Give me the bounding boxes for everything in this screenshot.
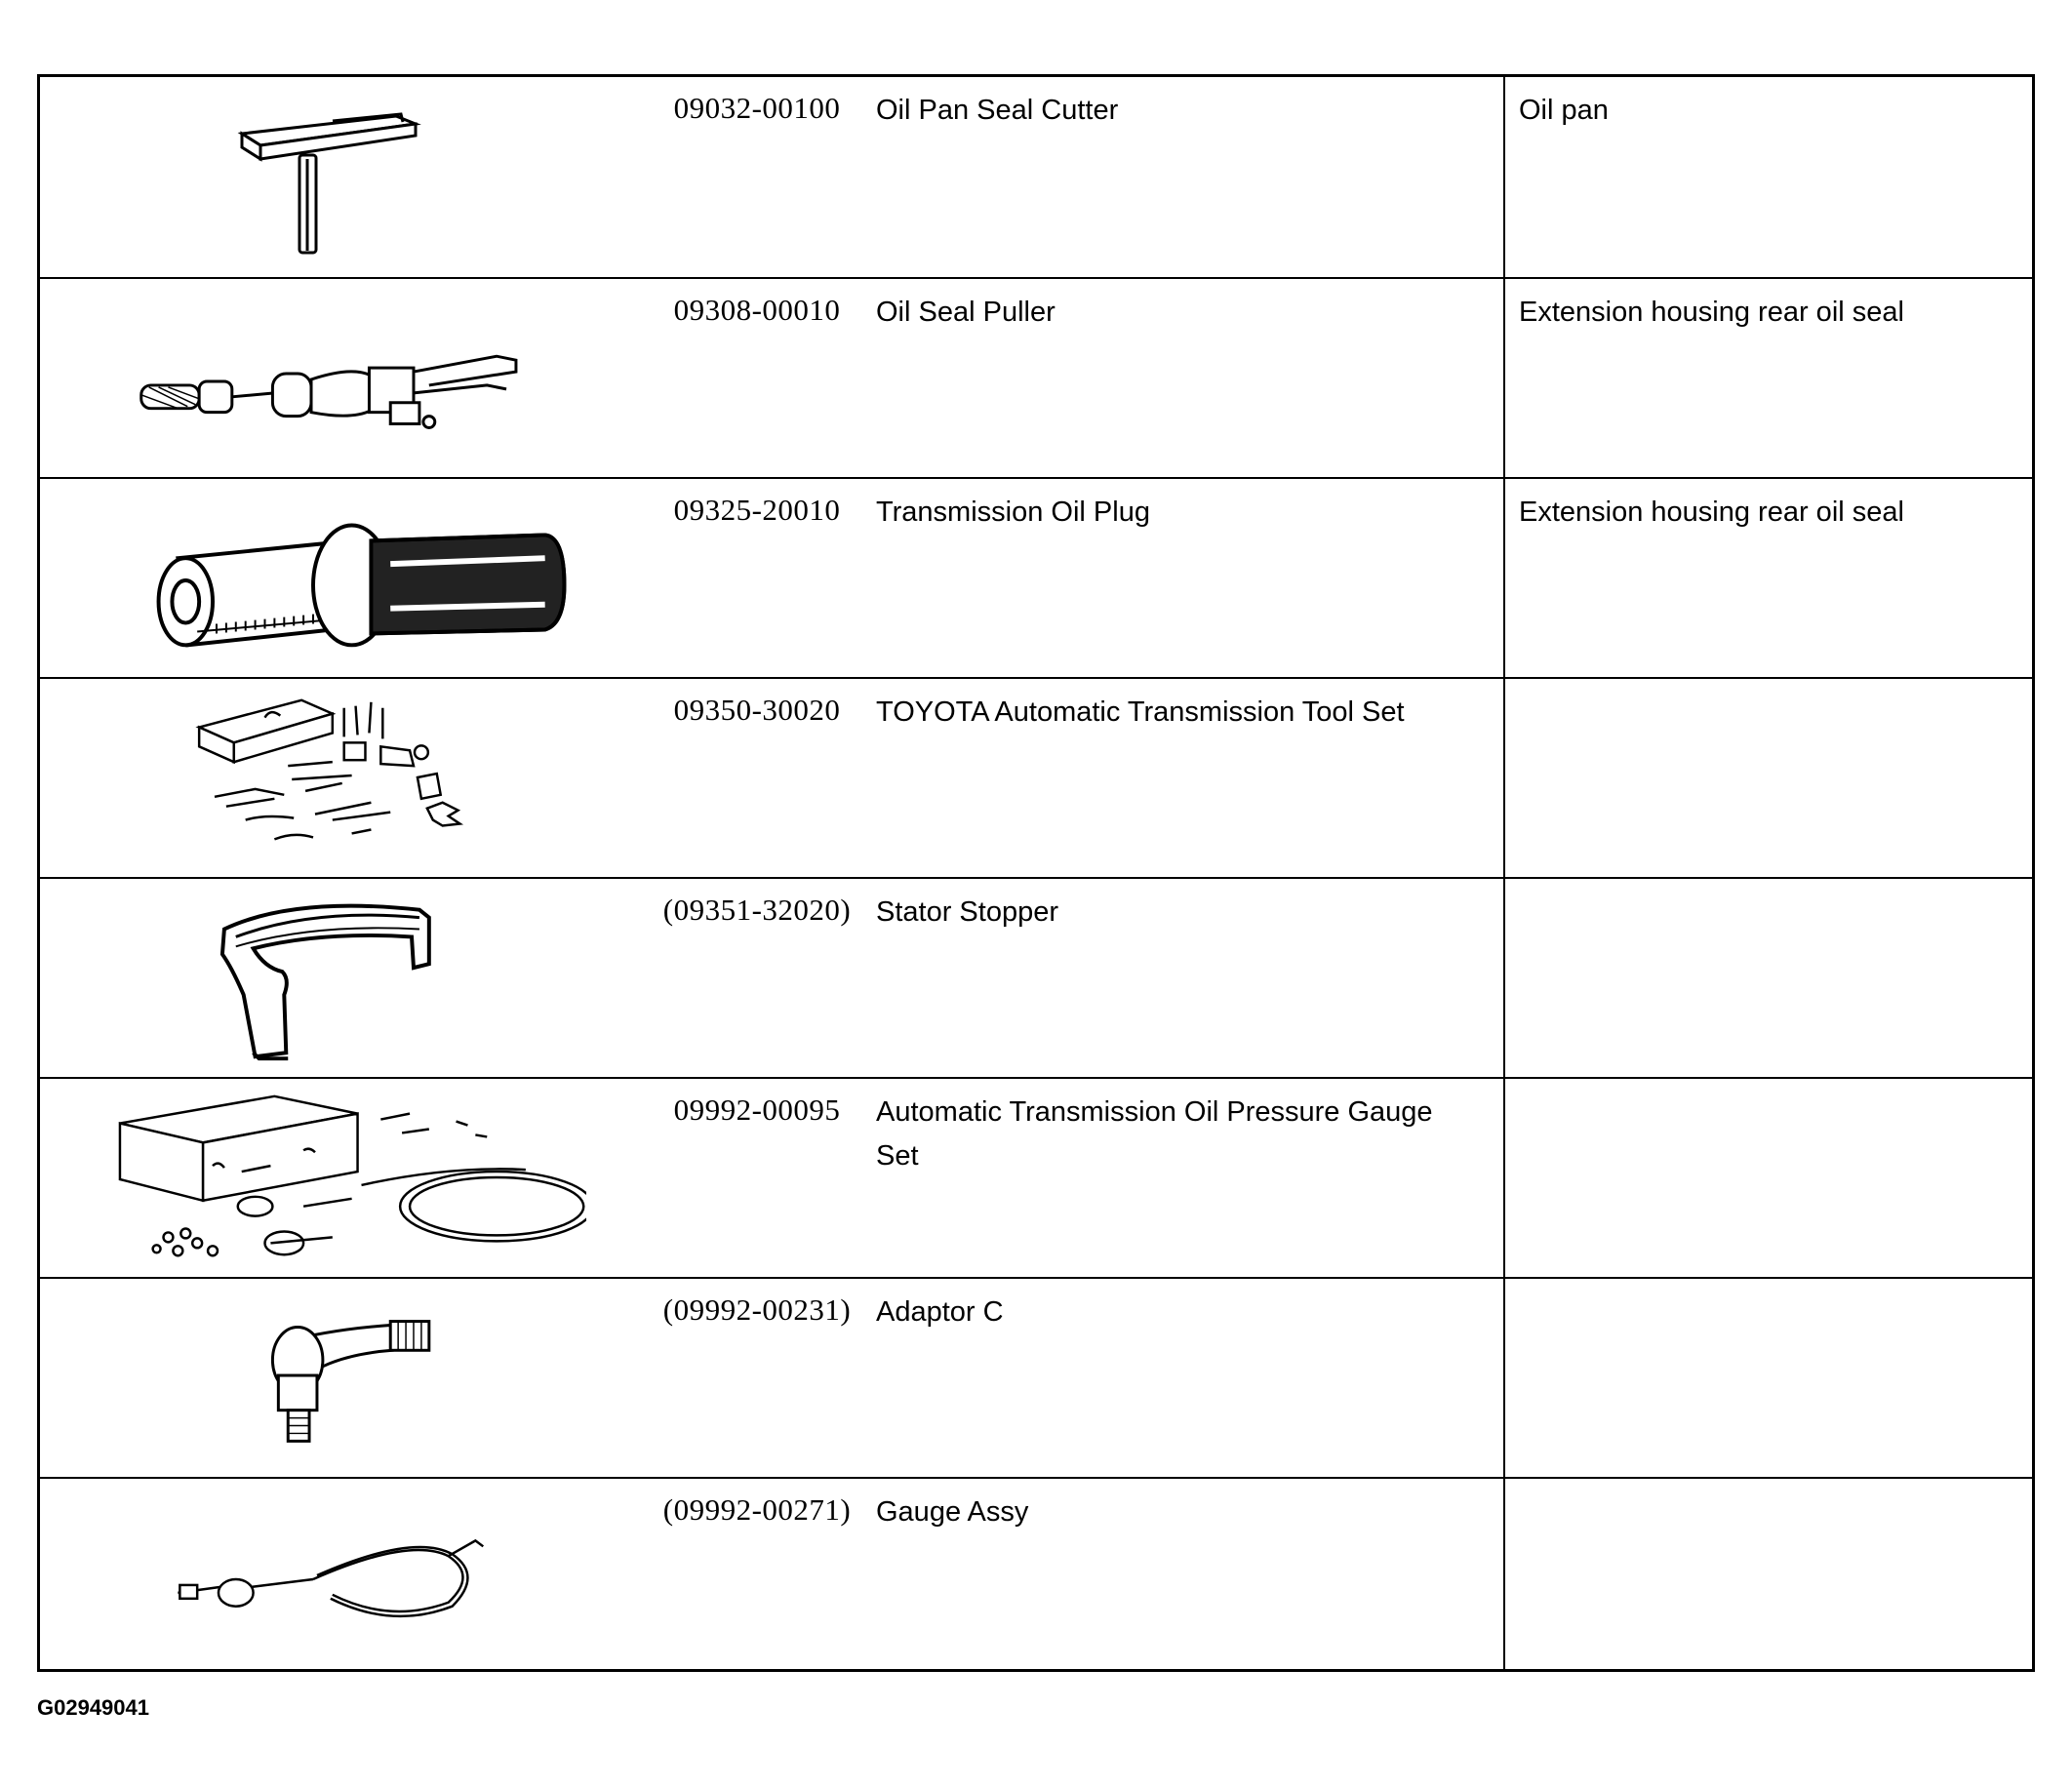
part-number: 09350-30020	[673, 693, 841, 727]
tool-usage: Extension housing rear oil seal	[1519, 297, 1904, 328]
tool-name: TOYOTA Automatic Transmission Tool Set	[876, 696, 1405, 728]
tool-name: Gauge Assy	[876, 1496, 1029, 1528]
part-number: 09992-00095	[673, 1093, 841, 1127]
oil-pan-seal-cutter-icon	[40, 77, 586, 277]
table-row	[40, 877, 2032, 1077]
tool-name: Adaptor C	[876, 1296, 1004, 1328]
part-number: (09992-00231)	[662, 1292, 852, 1327]
tool-usage: Extension housing rear oil seal	[1519, 497, 1904, 528]
transmission-oil-plug-icon	[40, 479, 586, 677]
table-row	[40, 277, 2032, 477]
tool-name: Automatic Transmission Oil Pressure Gauge Set	[876, 1096, 1433, 1172]
tool-name: Oil Pan Seal Cutter	[876, 95, 1119, 126]
table-row	[40, 677, 2032, 877]
table-row	[40, 1277, 2032, 1477]
adaptor-icon	[40, 1279, 586, 1477]
tool-set-icon	[40, 679, 586, 877]
figure-code: G02949041	[37, 1695, 149, 1720]
table-row	[40, 1077, 2032, 1277]
part-number: (09351-32020)	[662, 893, 852, 927]
special-tools-table	[37, 74, 2035, 1672]
gauge-assy-icon	[40, 1479, 586, 1677]
table-row	[40, 477, 2032, 677]
part-number: 09308-00010	[673, 293, 841, 327]
part-number: (09992-00271)	[662, 1492, 852, 1527]
stator-stopper-icon	[40, 879, 586, 1077]
oil-seal-puller-icon	[40, 279, 586, 477]
pressure-gauge-set-icon	[40, 1079, 586, 1277]
table-row	[40, 77, 2032, 277]
tool-name: Oil Seal Puller	[876, 297, 1056, 328]
tool-usage: Oil pan	[1519, 95, 1609, 126]
table-row	[40, 1477, 2032, 1677]
part-number: 09032-00100	[673, 91, 841, 125]
part-number: 09325-20010	[673, 493, 841, 527]
tool-name: Transmission Oil Plug	[876, 497, 1150, 528]
tool-name: Stator Stopper	[876, 896, 1058, 928]
